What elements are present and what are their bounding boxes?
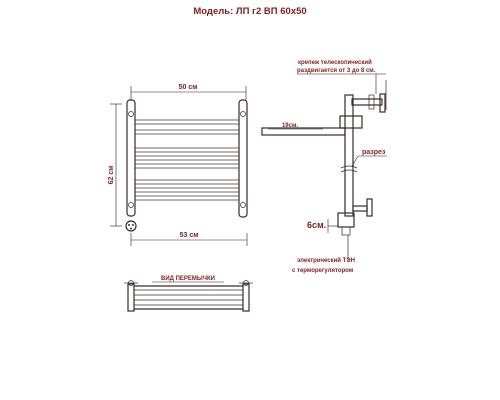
rung-5 (135, 164, 239, 168)
right-riser-pipe (239, 100, 247, 217)
left-mount-knob-top (129, 112, 134, 117)
section-break-lower (341, 170, 357, 172)
mount-label-line1: крепеж телескопический (298, 60, 372, 66)
rung-2 (135, 130, 239, 134)
heater-offset-label: 6см. (307, 220, 327, 230)
heater-cable-gland (342, 227, 350, 235)
right-mount-knob-bottom (241, 203, 246, 208)
heater-connector-pin (132, 224, 134, 226)
rung-7 (135, 188, 239, 192)
lower-wall-flange (367, 199, 372, 216)
drawing-title: Модель: ЛП г2 ВП 60х50 (193, 6, 307, 17)
height-label: 62 см (108, 165, 115, 185)
heater-connector-pin (130, 228, 132, 230)
top-view-right-bracket (243, 284, 249, 311)
section-break-upper (341, 166, 357, 168)
rung-3 (135, 148, 239, 152)
heater-label-line2: с терморегулятором (292, 268, 354, 274)
left-mount-knob-bottom (129, 203, 134, 208)
mount-label-line2: раздвигается от 3 до 8 см. (297, 68, 376, 74)
rung-4 (135, 156, 239, 160)
section-label: разрез (362, 149, 386, 156)
heater-housing (338, 213, 354, 227)
shelf-bracket (340, 116, 362, 128)
rung-6 (135, 180, 239, 184)
right-mount-knob-top (241, 112, 246, 117)
front-view (108, 84, 247, 246)
heater-connector-pin (128, 224, 130, 226)
top-view-label: ВИД ПЕРЕМЫЧКИ (161, 276, 215, 282)
telescopic-mount-nut (369, 95, 374, 109)
shelf-depth-label: 19см. (281, 123, 299, 129)
heater-label-line1: электрический ТЭН (297, 258, 355, 264)
side-riser-pipe (345, 95, 353, 216)
side-view (262, 59, 387, 274)
width-top-label: 50 см (178, 84, 198, 91)
top-view (124, 276, 253, 311)
width-bottom-label: 53 см (179, 232, 199, 239)
left-riser-pipe (127, 100, 135, 216)
rung-1 (135, 120, 239, 124)
top-view-left-bracket (128, 284, 134, 311)
lower-mount-tube (353, 206, 367, 211)
rung-8 (135, 196, 239, 200)
telescopic-mount-tube (352, 99, 382, 105)
